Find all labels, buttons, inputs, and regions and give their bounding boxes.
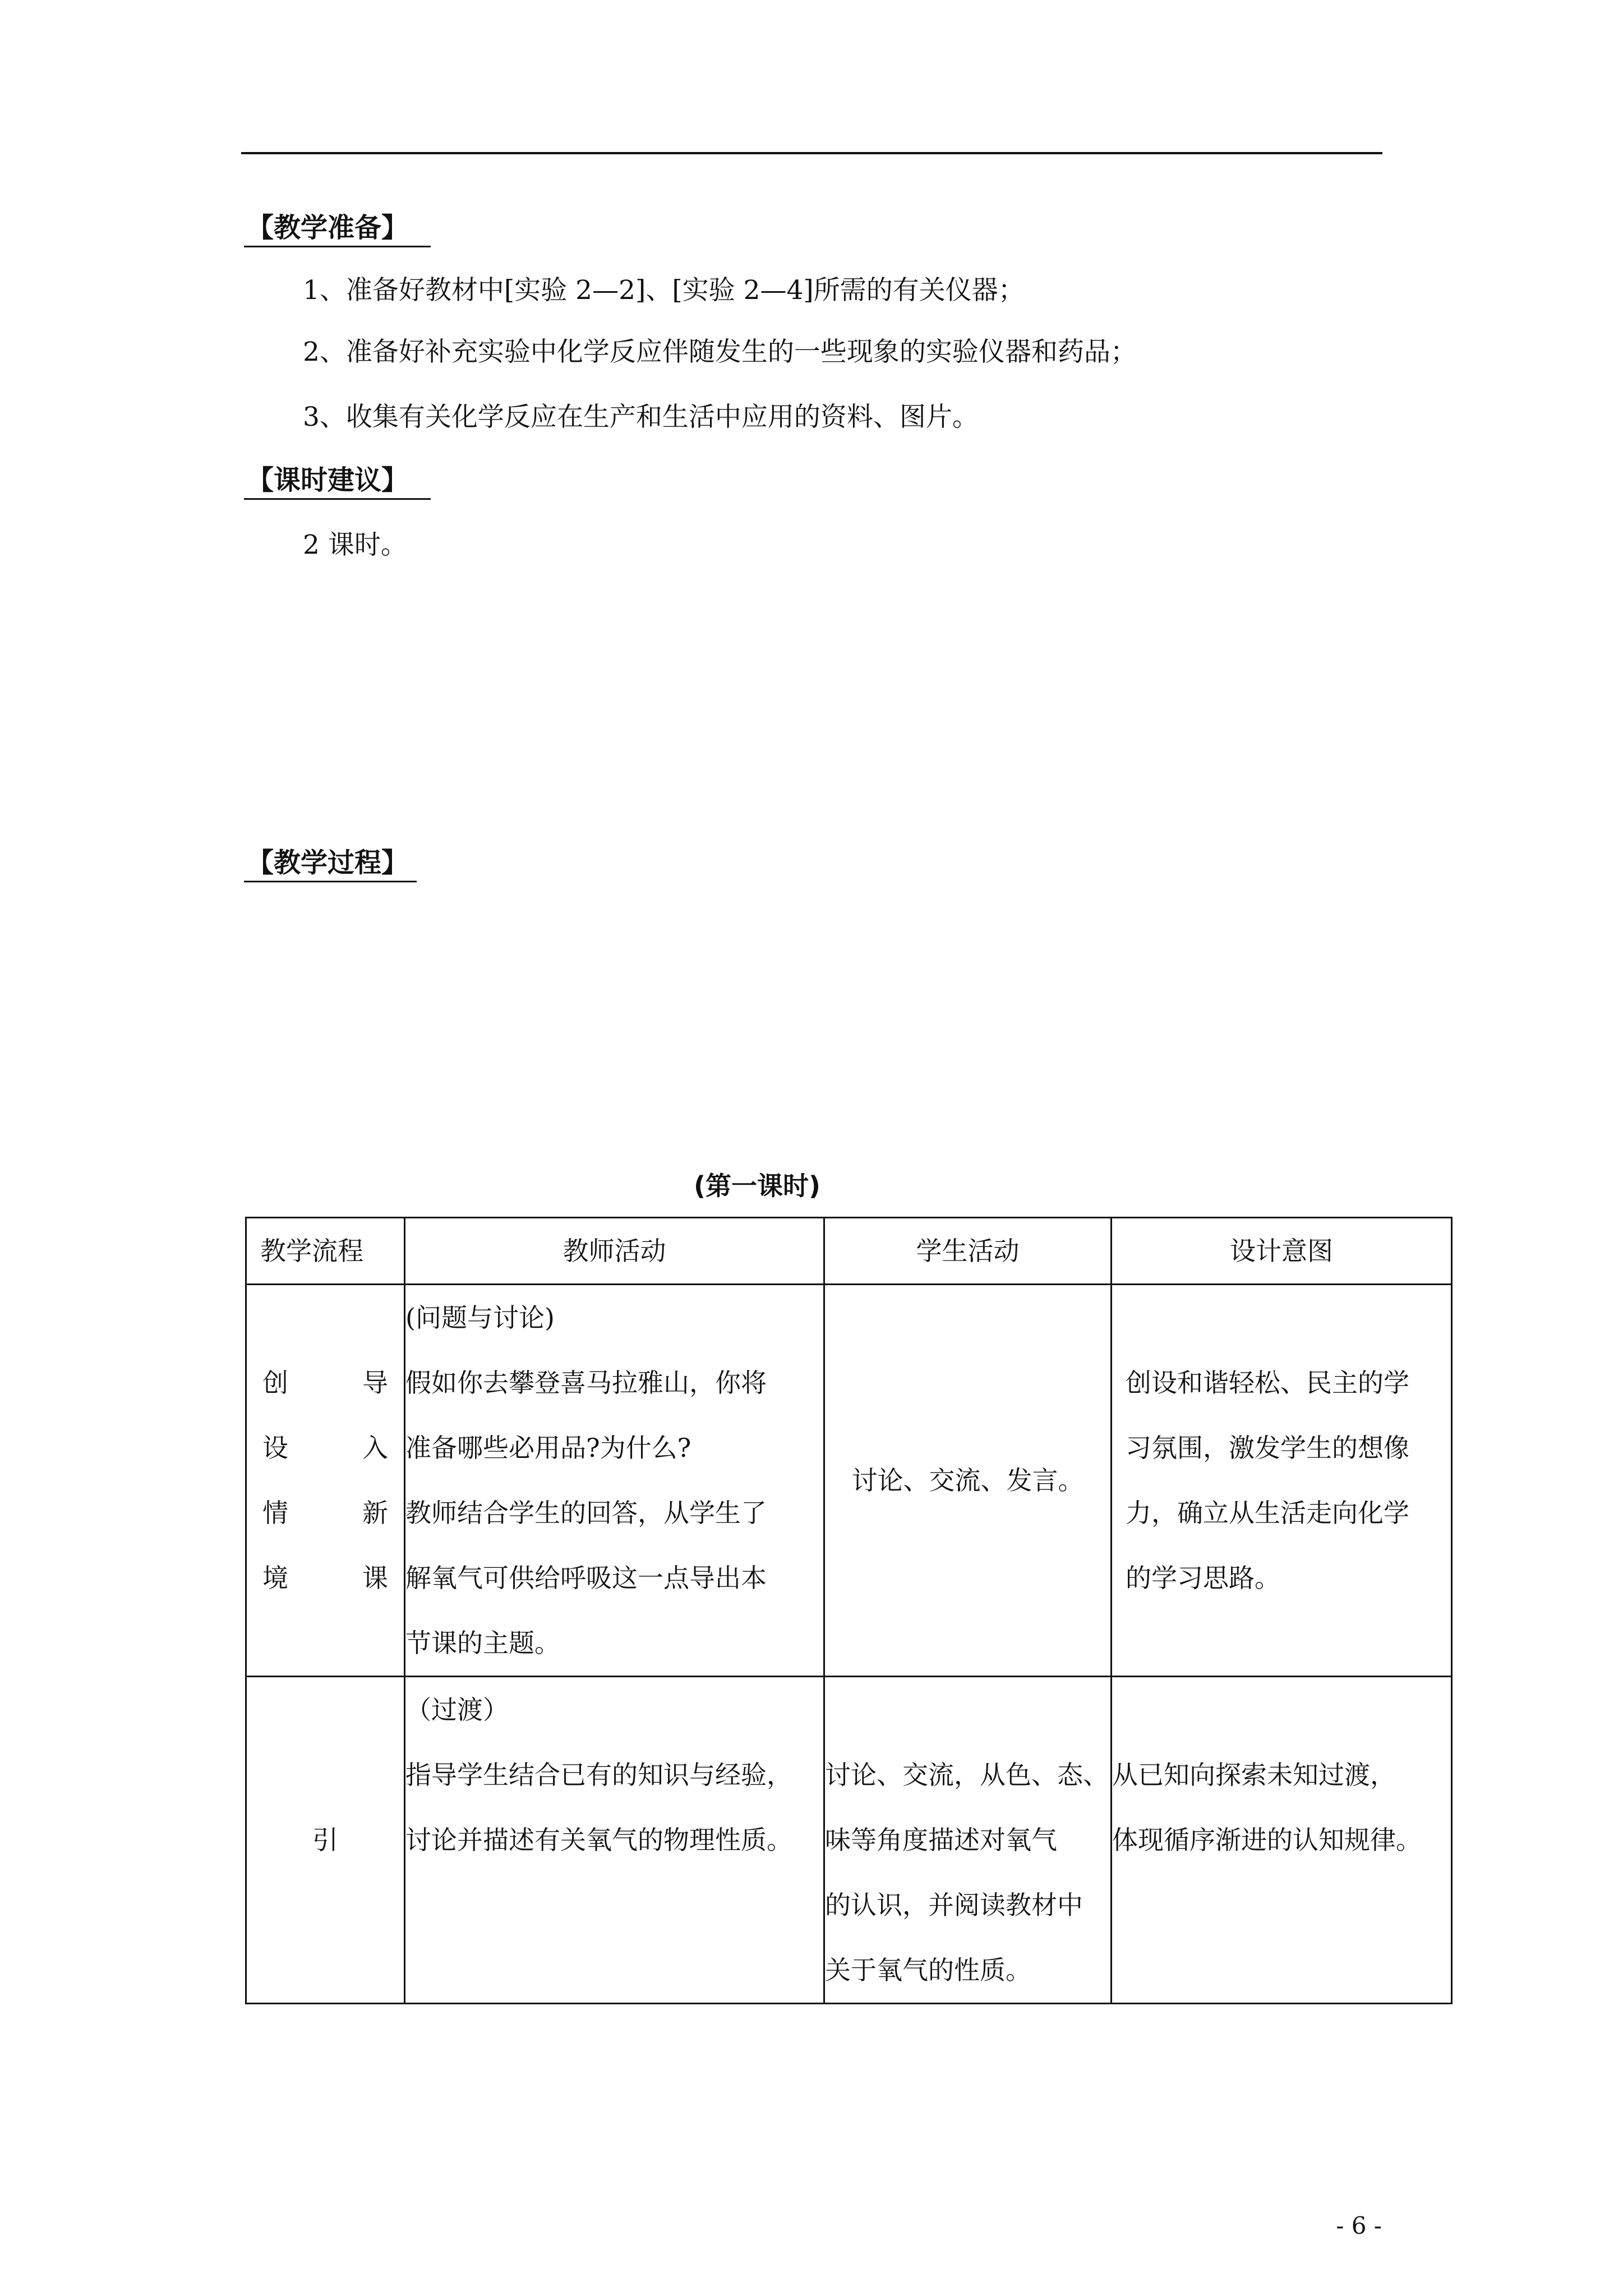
student-line: 味等角度描述对氧气: [825, 1825, 1057, 1855]
teacher-activity-cell: [405, 1285, 824, 1677]
step-cell-intro: [246, 1285, 405, 1677]
student-line: 讨论、交流、发言。: [851, 1465, 1084, 1496]
prep-item-1: 1、准备好教材中[实验 2—2]、[实验 2—4]所需的有关仪器；: [303, 275, 1025, 306]
step-char: 设: [262, 1433, 288, 1463]
header-teacher: 教师活动: [405, 1218, 824, 1285]
step-char: 境: [262, 1563, 288, 1593]
teacher-line: （过渡）: [405, 1695, 509, 1725]
teacher-line: 教师结合学生的回答，从学生了: [405, 1498, 767, 1528]
student-activity-cell: [824, 1677, 1112, 2004]
header-flow: 教学流程: [246, 1218, 405, 1285]
step-row: [247, 1350, 404, 1415]
table-row: [246, 1677, 1452, 2004]
step-char: 课: [362, 1563, 388, 1593]
teacher-line: 节课的主题。: [405, 1628, 560, 1658]
student-activity-cell: [824, 1285, 1112, 1677]
step-row: [247, 1415, 404, 1480]
teacher-line: 指导学生结合已有的知识与经验，: [405, 1760, 792, 1790]
teacher-line: 讨论并描述有关氧气的物理性质。: [405, 1825, 792, 1855]
table-row: [246, 1285, 1452, 1677]
step-row: [247, 1545, 404, 1611]
header-intent: 设计意图: [1112, 1218, 1452, 1285]
student-line: 的认识，并阅读教材中: [825, 1890, 1083, 1920]
table-header-row: [246, 1218, 1452, 1285]
step-row: [247, 1480, 404, 1545]
teacher-line: 解氧气可供给呼吸这一点导出本: [405, 1563, 767, 1593]
design-intent-cell: [1112, 1285, 1452, 1677]
teacher-line: (问题与讨论): [405, 1303, 555, 1333]
student-line: 讨论、交流，从色、态、: [825, 1760, 1109, 1790]
page-number: - 6 -: [1336, 2212, 1382, 2239]
teacher-line: 准备哪些必用品?为什么?: [405, 1433, 691, 1463]
step-char: 引: [312, 1825, 338, 1855]
header-student: 学生活动: [824, 1218, 1112, 1285]
lesson-plan-table: [245, 1217, 1453, 2004]
teacher-line: 假如你去攀登喜马拉雅山，你将: [405, 1368, 767, 1398]
step-char: 创: [262, 1368, 288, 1398]
intent-line: 的学习思路。: [1126, 1563, 1280, 1593]
process-heading-underline: [244, 881, 417, 882]
step-char: 情: [262, 1498, 288, 1528]
hours-text: 2 课时。: [303, 530, 407, 560]
intent-line: 力，确立从生活走向化学: [1126, 1498, 1409, 1528]
step-cell-guide: [246, 1677, 405, 2004]
teacher-activity-cell: [405, 1677, 824, 2004]
intent-line: 习氛围，激发学生的想像: [1126, 1433, 1409, 1463]
intent-line: 创设和谐轻松、民主的学: [1126, 1368, 1409, 1398]
prep-item-2: 2、准备好补充实验中化学反应伴随发生的一些现象的实验仪器和药品；: [303, 337, 1137, 367]
hours-heading: 【课时建议】: [247, 464, 409, 496]
header-rule: [241, 152, 1382, 154]
prep-item-3: 3、收集有关化学反应在生产和生活中应用的资料、图片。: [303, 402, 979, 432]
step-char: 新: [362, 1498, 388, 1528]
intent-line: 体现循序渐进的认知规律。: [1112, 1825, 1422, 1855]
step-char: 入: [362, 1433, 388, 1463]
table-caption: (第一课时): [693, 1171, 821, 1201]
step-char: 导: [362, 1368, 388, 1398]
prep-heading: 【教学准备】: [247, 212, 409, 243]
process-heading: 【教学过程】: [247, 847, 409, 878]
prep-heading-underline: [244, 246, 431, 247]
design-intent-cell: [1112, 1677, 1452, 2004]
student-line: 关于氧气的性质。: [825, 1955, 1031, 1985]
intent-line: 从已知向探索未知过渡，: [1112, 1760, 1396, 1790]
hours-heading-underline: [244, 498, 431, 500]
